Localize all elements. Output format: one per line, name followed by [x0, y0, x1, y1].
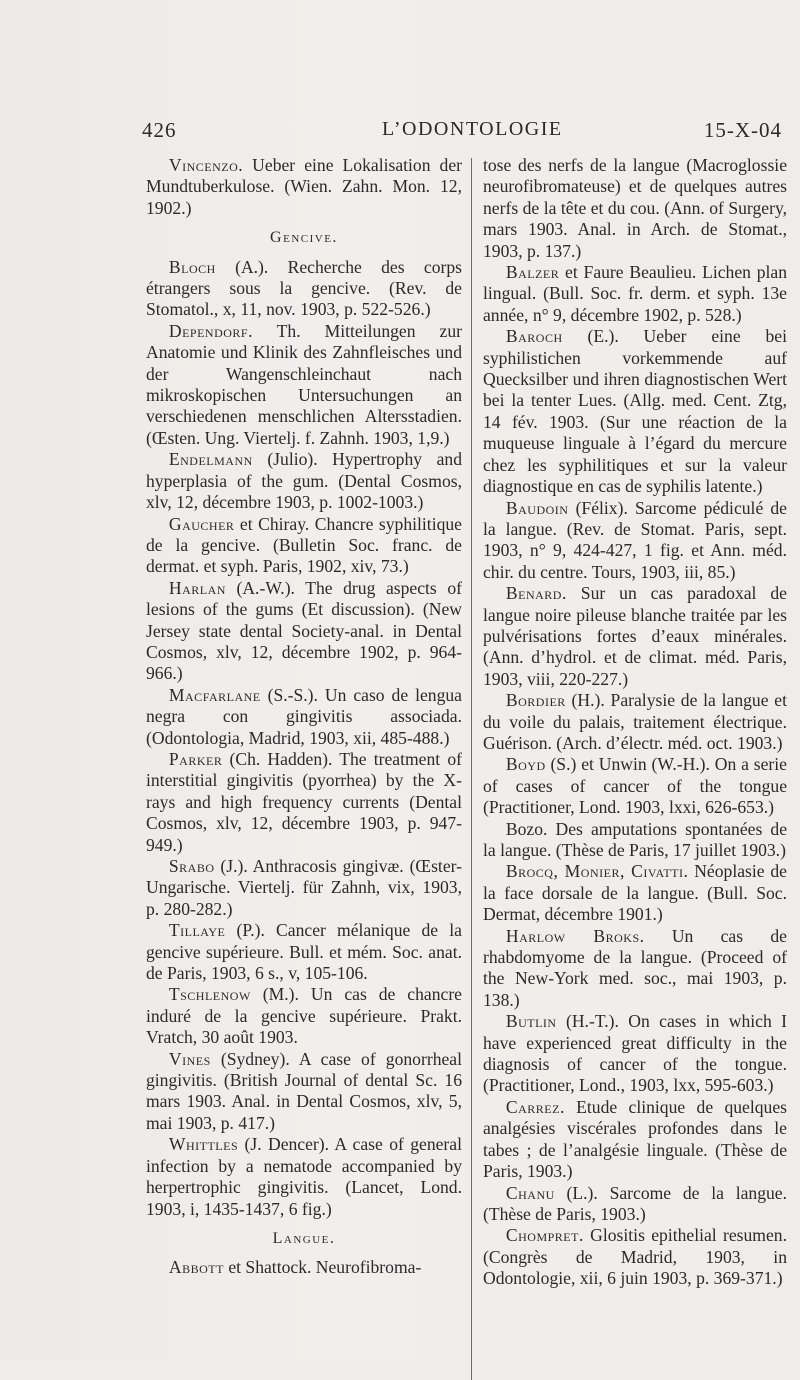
bibliography-entry [483, 861, 787, 925]
bibliography-entry [146, 856, 462, 920]
entry-text: Etude clinique de quelques analgésies viscérales profondes dans le tabes ; de l’analgésie linguale. (Thèse de Paris, 1903.) [483, 1096, 787, 1182]
bibliography-entry [483, 262, 787, 326]
left-column [146, 155, 462, 1279]
bibliography-entry [146, 155, 462, 219]
bibliography-entry [483, 1225, 787, 1289]
entry-author: Vines [168, 1048, 211, 1069]
entry-text: et Shattock. Neurofibroma- [223, 1257, 422, 1278]
entry-author: Vincenzo. [168, 155, 244, 175]
section-heading: Gencive. [270, 229, 338, 247]
bibliography-entry [483, 754, 787, 818]
entry-author: Brocq, Monier, Civatti. [505, 861, 689, 882]
entry-author: Tillaye [168, 920, 226, 941]
entry-author: Tschlenow [168, 984, 251, 1005]
entry-text: (S.) et Unwin (W.-H.). On a serie of cases of cancer of the tongue (Practitioner, Lond. 1903, lxxi, 626-653.) [483, 754, 787, 818]
entry-text: (H.). Paralysie de la langue et du voile du palais, traitement électrique. Guérison. (Arch. d’électr. méd. oct. 1903.) [483, 690, 787, 753]
bibliography-entry [146, 514, 462, 578]
entry-text: (E.). Ueber eine bei syphilistichen vorkemmende auf Quecksilber und ihren diagnostischen Wert bei la tenter Lues. (Allg. med. Cent. Ztg, 14 fév. 1903. (Sur une réaction de la muqueuse linguale à l’égard du mercure chez les syphilitiques et sur la valeur diagnostique en cas de syphilis latente.) [483, 326, 787, 497]
entry-text: tose des nerfs de la langue (Macroglossie neurofibromateuse) et de quelques autres nerfs de la tête et du cou. (Ann. of Surgery, mars 1903. Anal. in Arch. de Stomat., 1903, p. 137.) [483, 155, 787, 261]
entry-author: Gaucher [168, 513, 235, 534]
bibliography-entry [146, 1134, 462, 1220]
bibliography-entry [483, 819, 787, 862]
bibliography-entry [146, 920, 462, 984]
bibliography-entry [483, 1183, 787, 1226]
bibliography-entry [146, 321, 462, 449]
entry-text: Bozo. Des amputations spontanées de la langue. (Thèse de Paris, 17 juillet 1903.) [483, 818, 787, 860]
entry-text: (J. Dencer). A case of general infection by a nematode accompanied by herpertrophic gingivitis. (Lancet, Lond. 1903, i, 1435-1437, 6 fig.) [146, 1134, 462, 1219]
bibliography-entry [483, 583, 787, 690]
bibliography-entry [146, 578, 462, 685]
bibliography-entry [146, 1257, 462, 1278]
entry-text: Un cas de rhabdomyome de la langue. (Proceed of the New-York med. soc., mai 1903, p. 138.) [483, 925, 787, 1010]
entry-author: Baudoin [505, 497, 569, 518]
bibliography-entry [146, 449, 462, 513]
entry-author: Dependorf. [168, 320, 253, 341]
entry-text: (Julio). Hypertrophy and hyperplasia of the gum. (Dental Cosmos, xlv, 12, décembre 1903, p. 1002-1003.) [146, 449, 462, 513]
running-header [142, 118, 782, 146]
bibliography-entry [146, 257, 462, 321]
entry-author: Chanu [505, 1182, 555, 1203]
entry-author: Baroch [505, 326, 563, 347]
entry-author: Abbott [168, 1257, 224, 1278]
entry-text: Néoplasie de la face dorsale de la langue. (Bull. Soc. Dermat, décembre 1901.) [483, 861, 787, 925]
entry-author: Carrez. [505, 1096, 565, 1117]
entry-author: Boyd [505, 754, 546, 775]
bibliography-entry [146, 984, 462, 1048]
entry-author: Whittles [168, 1134, 239, 1155]
bibliography-entry [483, 926, 787, 1012]
running-title: L’ODONTOLOGIE [382, 118, 563, 140]
entry-text: (L.). Sarcome de la langue. (Thèse de Paris, 1903.) [483, 1182, 787, 1224]
entry-author: Srabo [168, 856, 215, 876]
entry-author: Bordier [505, 690, 566, 711]
entry-author: Benard. [505, 583, 567, 604]
entry-text: Th. Mitteilungen zur Anatomie und Klinik des Zahnfleisches und der Wangenschleinchaut nach mikroskopischen Untersuchungen an verschiedenen menschlichen Altersstadien. (Œsten. Ung. Viertelj. f. Zahnh. 1903, 1,9.) [146, 320, 462, 448]
column-divider [471, 158, 472, 1380]
entry-author: Harlan [168, 577, 226, 598]
entry-text: Ueber eine Lokalisation der Mundtuberkulose. (Wien. Zahn. Mon. 12, 1902.) [146, 155, 462, 218]
bibliography-entry [146, 749, 462, 856]
bibliography-entry [146, 685, 462, 749]
entry-author: Parker [168, 748, 223, 769]
entry-text: (A.-W.). The drug aspects of lesions of the gums (Et discussion). (New Jersey state dental Society-anal. in Dental Cosmos, xlv, 12, décembre 1902, p. 964-966.) [146, 577, 462, 684]
entry-text: (Félix). Sarcome pédiculé de la langue. (Rev. de Stomat. Paris, sept. 1903, n° 9, 424-427, 1 fig. et Ann. méd. chir. du centre. Tours, 1903, iii, 85.) [483, 497, 787, 582]
entry-text: et Faure Beaulieu. Lichen plan lingual. (Bull. Soc. fr. derm. et syph. 13e année, n° 9, décembre 1902, p. 528.) [483, 262, 787, 325]
bibliography-entry [146, 1049, 462, 1135]
entry-text: (Sydney). A case of gonorrheal gingivitis. (British Journal of dental Sc. 16 mars 1903. Anal. in Dental Cosmos, xlv, 5, mai 1903, p. 417.) [146, 1048, 462, 1133]
entry-text: (M.). Un cas de chancre induré de la gencive supérieure. Prakt. Vratch, 30 août 1903. [146, 984, 462, 1048]
entry-text: (S.-S.). Un caso de lengua negra con gingivitis associada. (Odontologia, Madrid, 1903, xii, 485-488.) [146, 684, 462, 748]
entry-author: Chompret. [505, 1225, 584, 1246]
bibliography-entry [483, 326, 787, 497]
section-heading: Langue. [272, 1229, 336, 1247]
entry-text: Glositis epithelial resumen. (Congrès de Madrid, 1903, in Odontologie, xii, 6 juin 1903, p. 369-371.) [483, 1225, 787, 1289]
entry-text: (P.). Cancer mélanique de la gencive supérieure. Bull. et mém. Soc. anat. de Paris, 1903, 6 s., v, 105-106. [146, 920, 462, 984]
entry-text: (J.). Anthracosis gingivæ. (Œster-Ungarische. Viertelj. für Zahnh, vix, 1903, p. 280-282.) [146, 856, 462, 919]
issue-date: 15-X-04 [703, 118, 782, 142]
bibliography-entry [483, 498, 787, 584]
entry-text: Sur un cas paradoxal de langue noire pileuse blanche traitée par les pulvérisations fortes d’eaux minérales. (Ann. d’hydrol. et de climat. méd. Paris, 1903, viii, 220-227.) [483, 583, 787, 689]
entry-author: Endelmann [168, 449, 253, 470]
entry-author: Butlin [505, 1011, 557, 1032]
entry-text: (A.). Recherche des corps étrangers sous la gencive. (Rev. de Stomatol., x, 11, nov. 1903, p. 522-526.) [146, 256, 462, 320]
entry-author: Balzer [505, 262, 560, 283]
bibliography-entry [483, 1011, 787, 1097]
page-number: 426 [142, 118, 177, 142]
entry-text: et Chiray. Chancre syphilitique de la gencive. (Bulletin Soc. franc. de dermat. et syph. Paris, 1902, xiv, 73.) [146, 513, 462, 577]
right-column [483, 155, 787, 1290]
entry-author: Macfarlane [168, 684, 261, 705]
bibliography-entry [483, 155, 787, 262]
entry-text: (Ch. Hadden). The treatment of interstitial gingivitis (pyorrhea) by the X-rays and high frequency currents (Dental Cosmos, xlv, 12, décembre 1903, p. 947-949.) [146, 748, 462, 855]
entry-author: Bloch [168, 256, 216, 277]
bibliography-entry [483, 1097, 787, 1183]
entry-author: Harlow Broks. [505, 925, 645, 946]
entry-text: (H.-T.). On cases in which I have experienced great difficulty in the diagnosis of cancer of the tongue. (Practitioner, Lond., 1903, lxx, 595-603.) [483, 1011, 787, 1096]
bibliography-entry [483, 690, 787, 754]
